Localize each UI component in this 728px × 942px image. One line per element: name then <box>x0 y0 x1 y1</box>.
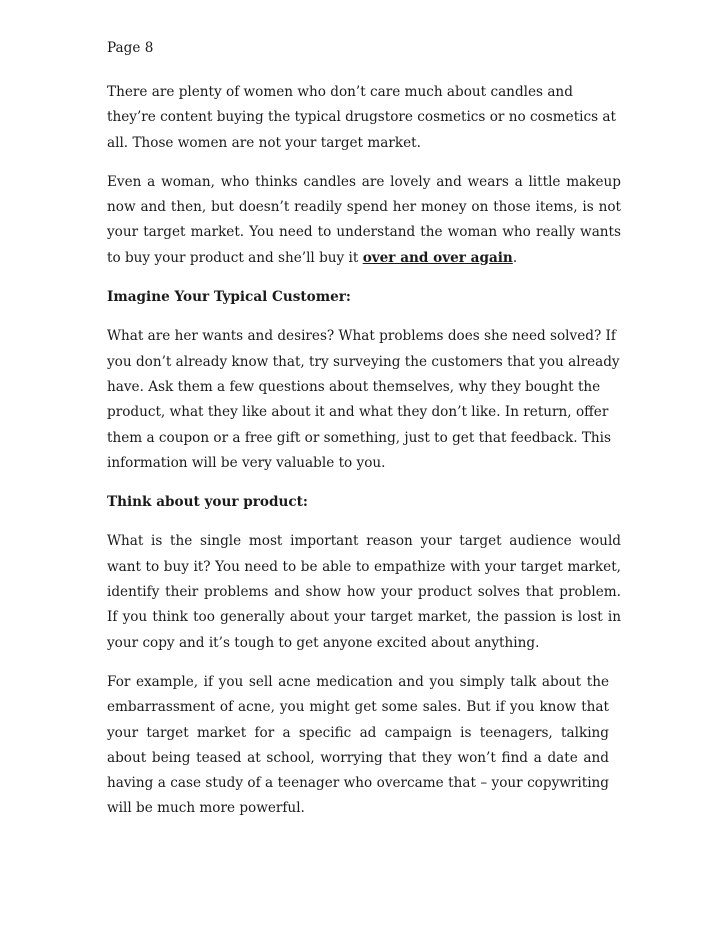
heading-think-product: Think about your product: <box>107 494 308 511</box>
page-number: Page 8 <box>107 40 154 56</box>
heading-typical-customer: Imagine Your Typical Customer: <box>107 289 351 306</box>
paragraph-target-woman-end: . <box>512 249 518 266</box>
paragraph-target-woman-text: Even a woman, who thinks candles are lovely and wears a little makeup now and then, but doesn’t readily spend her money on those items, is not your target market. You need to understand the woman who really wants to buy your product and she’ll buy it <box>107 173 621 266</box>
paragraph-candles-intro: There are plenty of women who don’t care much about candles and they’re content buying the typical drugstore cosmetics or no cosmetics at all. Those women are not your target market. <box>107 84 616 151</box>
paragraph-target-woman <box>107 170 621 271</box>
emphasis-over-and-over-again: over and over again <box>362 249 513 266</box>
paragraph-acne-example: For example, if you sell acne medication and you simply talk about the embarrassment of acne, you might get some sales. But if you know that your target market for a specific ad campaign is teenagers, talking about being teased at school, worrying that they won’t find a date and having a case study of a teenager who overcame that – your copywriting will be much more powerful. <box>107 673 609 817</box>
paragraph-important-reason: What is the single most important reason your target audience would want to buy it? You need to be able to empathize with your target market, identify their problems and show how your product solves that problem. If you think too generally about your target market, the passion is lost in your copy and it’s tough to get anyone excited about anything. <box>107 533 621 651</box>
paragraph-wants-desires: What are her wants and desires? What problems does she need solved? If you don’t already know that, try surveying the customers that you already have. Ask them a few questions about themselves, why they bought the product, what they like about it and what they don’t like. In return, offer them a coupon or a free gift or something, just to get that feedback. This information will be very valuable to you. <box>107 328 620 471</box>
